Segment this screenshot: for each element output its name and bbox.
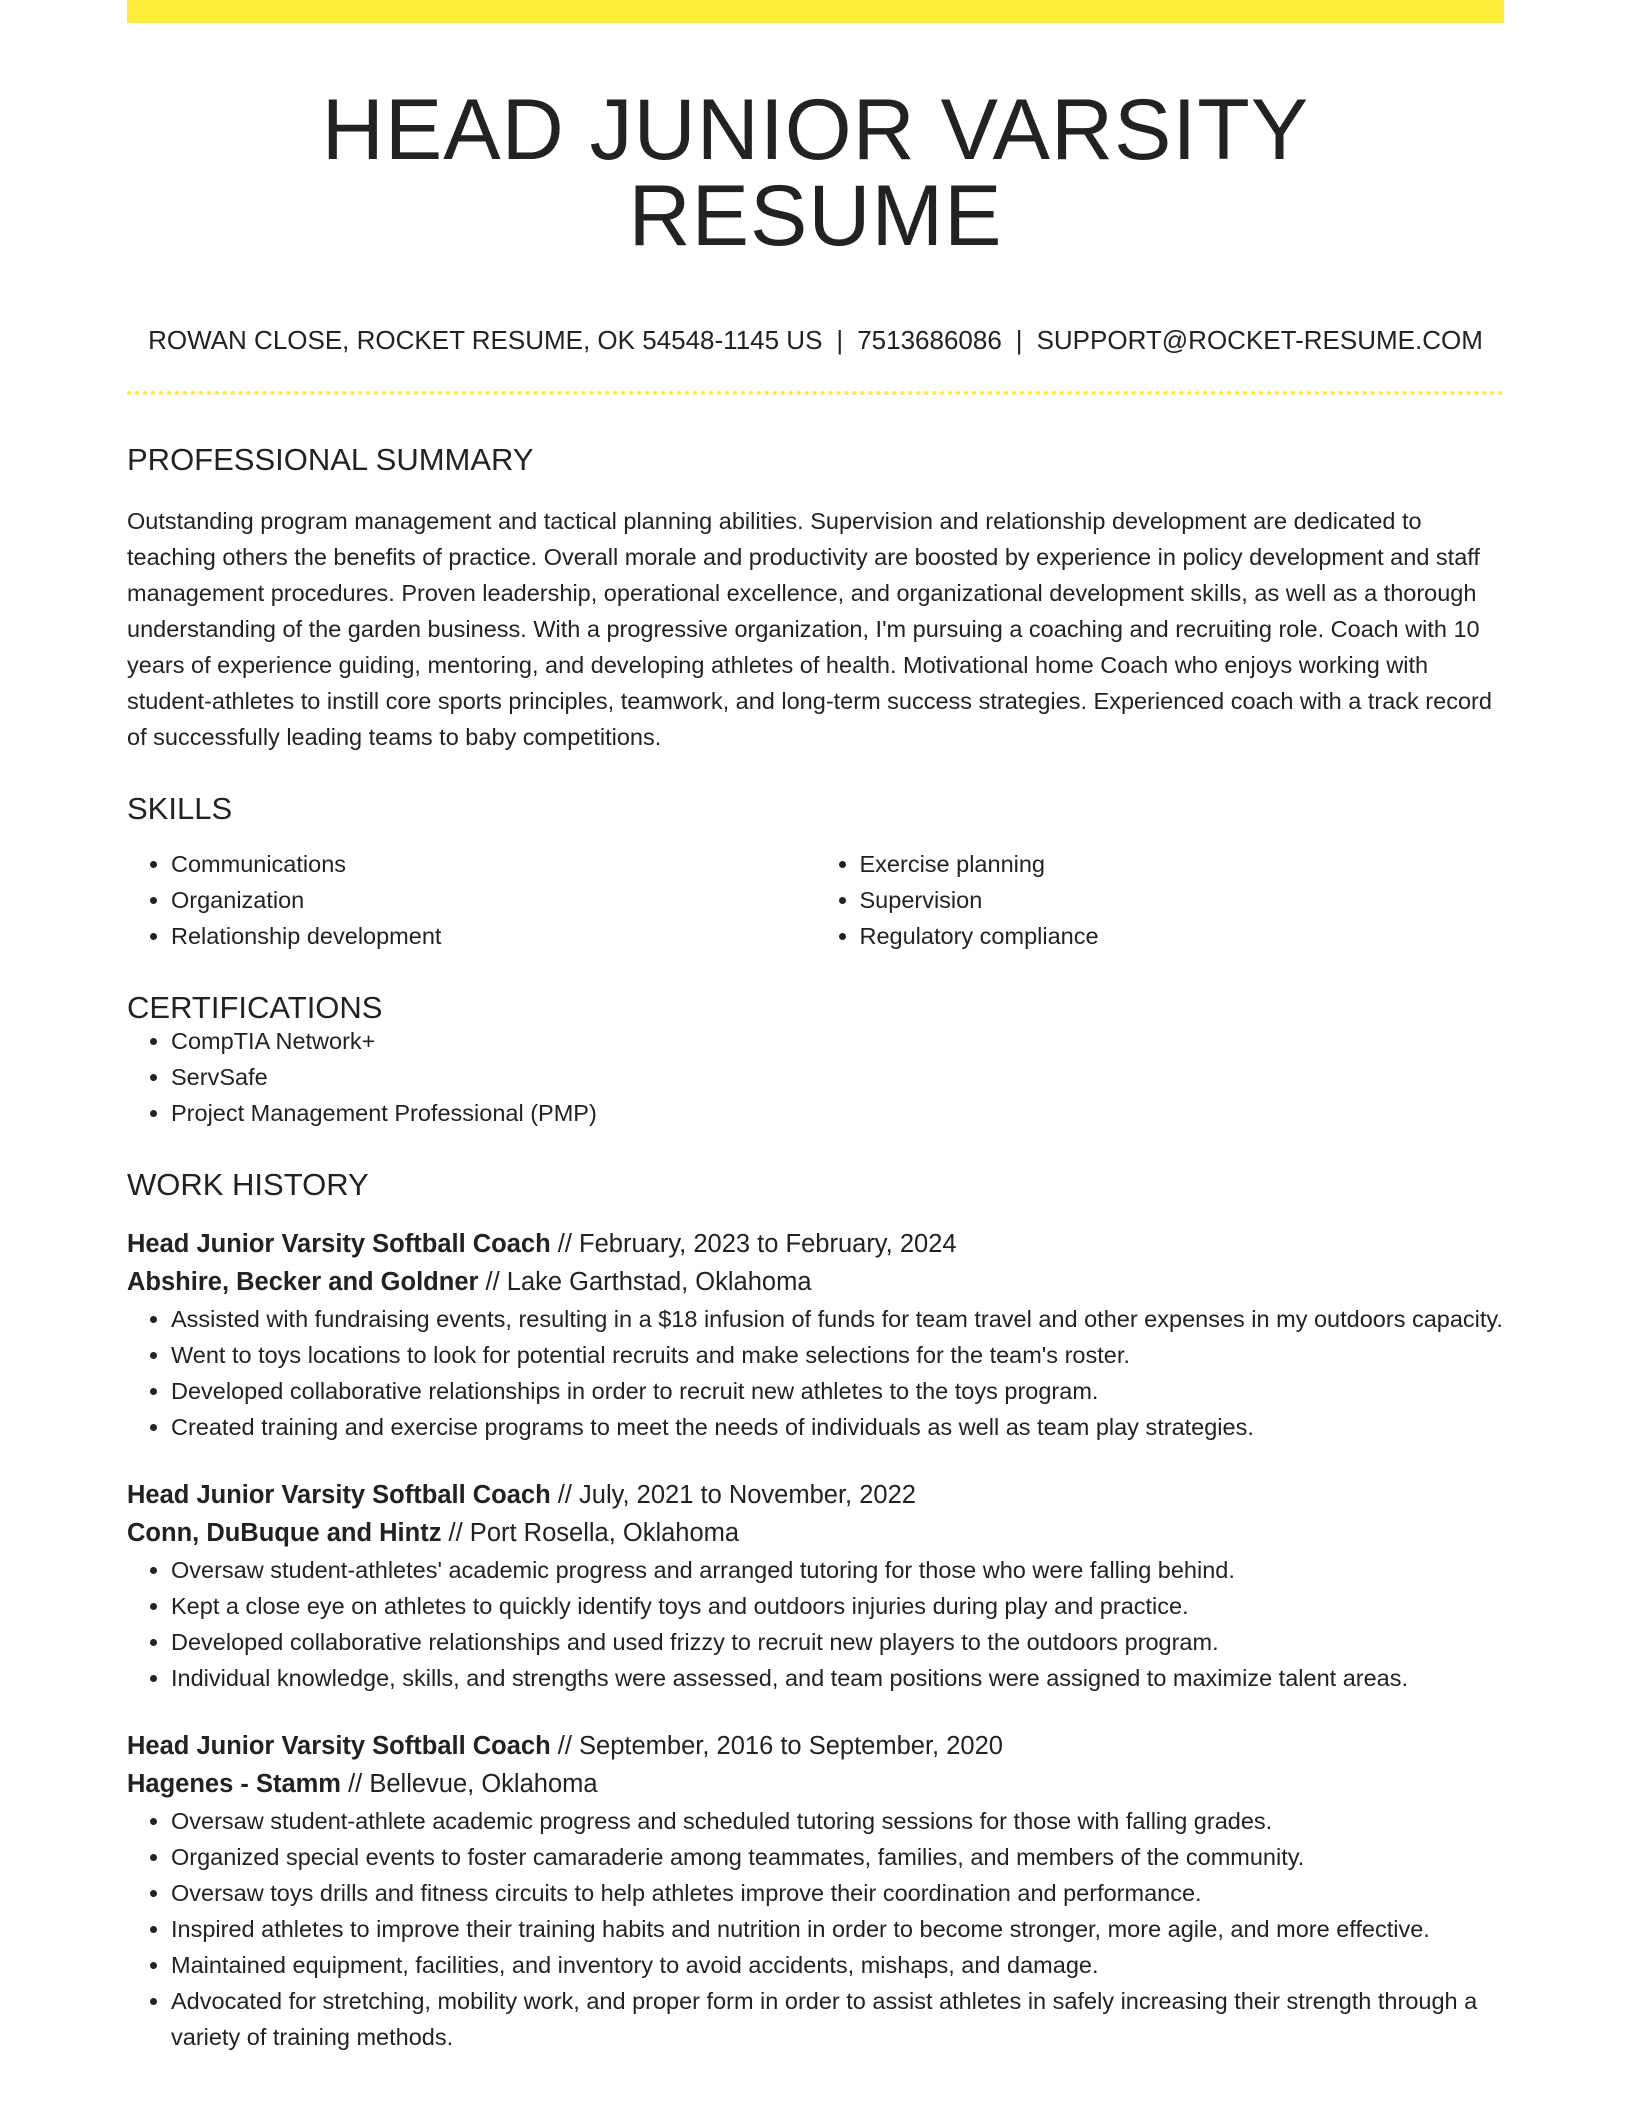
job-entry <box>127 1225 1504 1445</box>
job-duty-item: • Inspired athletes to improve their training habits and nutrition in order to become stronger, more agile, and more effective. <box>171 1911 1504 1947</box>
job-duty-item: • Oversaw student-athlete academic progress and scheduled tutoring sessions for those with falling grades. <box>171 1803 1504 1839</box>
job-company-line <box>127 1514 1504 1552</box>
contact-line <box>127 327 1504 353</box>
skill-item: • Organization <box>171 882 816 918</box>
job-entry <box>127 1727 1504 2055</box>
certifications-heading: CERTIFICATIONS <box>127 990 383 1025</box>
top-accent-bar <box>127 0 1504 23</box>
job-duty-item: • Developed collaborative relationships and used frizzy to recruit new players to the outdoors program. <box>171 1624 1504 1660</box>
job-dates: // February, 2023 to February, 2024 <box>550 1230 957 1258</box>
work-history-heading: WORK HISTORY <box>127 1167 369 1202</box>
contact-email: SUPPORT@ROCKET-RESUME.COM <box>1036 325 1483 355</box>
job-duty-item: • Went to toys locations to look for potential recruits and make selections for the team's roster. <box>171 1337 1504 1373</box>
dotted-divider <box>127 391 1504 395</box>
job-company-line <box>127 1263 1504 1301</box>
job-location: // Bellevue, Oklahoma <box>341 1770 598 1798</box>
job-dates: // July, 2021 to November, 2022 <box>550 1481 916 1509</box>
job-duty-item: • Individual knowledge, skills, and strengths were assessed, and team positions were assigned to maximize talent areas. <box>171 1660 1504 1696</box>
job-entry <box>127 1476 1504 1696</box>
summary-heading: PROFESSIONAL SUMMARY <box>127 442 534 477</box>
skill-item: • Exercise planning <box>860 846 1505 882</box>
skills-list-left <box>127 846 816 954</box>
skills-list-right <box>816 846 1505 954</box>
contact-phone: 7513686086 <box>857 325 1002 355</box>
contact-address: ROWAN CLOSE, ROCKET RESUME, OK 54548-1145 US <box>148 325 823 355</box>
certification-item: • Project Management Professional (PMP) <box>171 1095 1504 1131</box>
job-duty-item: • Developed collaborative relationships in order to recruit new athletes to the toys program. <box>171 1373 1504 1409</box>
job-duties-list <box>127 1301 1504 1445</box>
job-title-line <box>127 1476 1504 1514</box>
job-dates: // September, 2016 to September, 2020 <box>550 1732 1003 1760</box>
resume-page <box>127 0 1504 2055</box>
resume-title: HEAD JUNIOR VARSITY RESUME <box>321 82 1310 264</box>
skill-item: • Communications <box>171 846 816 882</box>
skill-item: • Regulatory compliance <box>860 918 1505 954</box>
certification-item: • ServSafe <box>171 1059 1504 1095</box>
skills-columns <box>127 846 1504 954</box>
job-company: Conn, DuBuque and Hintz <box>127 1519 442 1547</box>
job-duty-item: • Organized special events to foster camaraderie among teammates, families, and members of the community. <box>171 1839 1504 1875</box>
job-company: Abshire, Becker and Goldner <box>127 1268 479 1296</box>
contact-separator: | <box>1015 325 1023 355</box>
job-location: // Lake Garthstad, Oklahoma <box>478 1268 812 1296</box>
job-company-line <box>127 1765 1504 1803</box>
skill-item: • Relationship development <box>171 918 816 954</box>
job-title: Head Junior Varsity Softball Coach <box>127 1481 551 1509</box>
job-duty-item: • Created training and exercise programs to meet the needs of individuals as well as team play strategies. <box>171 1409 1504 1445</box>
job-company: Hagenes - Stamm <box>127 1770 341 1798</box>
certifications-list <box>127 1023 1504 1131</box>
job-location: // Port Rosella, Oklahoma <box>441 1519 740 1547</box>
skill-item: • Supervision <box>860 882 1505 918</box>
contact-separator: | <box>836 325 844 355</box>
job-title: Head Junior Varsity Softball Coach <box>127 1732 551 1760</box>
summary-text: Outstanding program management and tactical planning abilities. Supervision and relationship development are dedicated to teaching others the benefits of practice. Overall morale and productivity are boosted by experience in policy development and staff management procedures. Proven leadership, operational excellence, and organizational development skills, as well as a thorough understanding of the garden business. With a progressive organization, I'm pursuing a coaching and recruiting role. Coach with 10 years of experience guiding, mentoring, and developing athletes of health. Motivational home Coach who enjoys working with student-athletes to instill core sports principles, teamwork, and long-term success strategies. Experienced coach with a track record of successfully leading teams to baby competitions. <box>127 508 1492 750</box>
job-duty-item: • Kept a close eye on athletes to quickly identify toys and outdoors injuries during play and practice. <box>171 1588 1504 1624</box>
certification-item: • CompTIA Network+ <box>171 1023 1504 1059</box>
job-duty-item: • Oversaw student-athletes' academic progress and arranged tutoring for those who were falling behind. <box>171 1552 1504 1588</box>
job-duty-item: • Maintained equipment, facilities, and inventory to avoid accidents, mishaps, and damage. <box>171 1947 1504 1983</box>
job-title: Head Junior Varsity Softball Coach <box>127 1230 551 1258</box>
job-title-line <box>127 1727 1504 1765</box>
skills-heading: SKILLS <box>127 791 233 826</box>
job-duties-list <box>127 1803 1504 2055</box>
job-duty-item: • Oversaw toys drills and fitness circuits to help athletes improve their coordination and performance. <box>171 1875 1504 1911</box>
job-duty-item: • Advocated for stretching, mobility work, and proper form in order to assist athletes in safely increasing their strength through a variety of training methods. <box>171 1983 1504 2055</box>
job-duties-list <box>127 1552 1504 1696</box>
job-duty-item: • Assisted with fundraising events, resulting in a $18 infusion of funds for team travel and other expenses in my outdoors capacity. <box>171 1301 1504 1337</box>
job-title-line <box>127 1225 1504 1263</box>
